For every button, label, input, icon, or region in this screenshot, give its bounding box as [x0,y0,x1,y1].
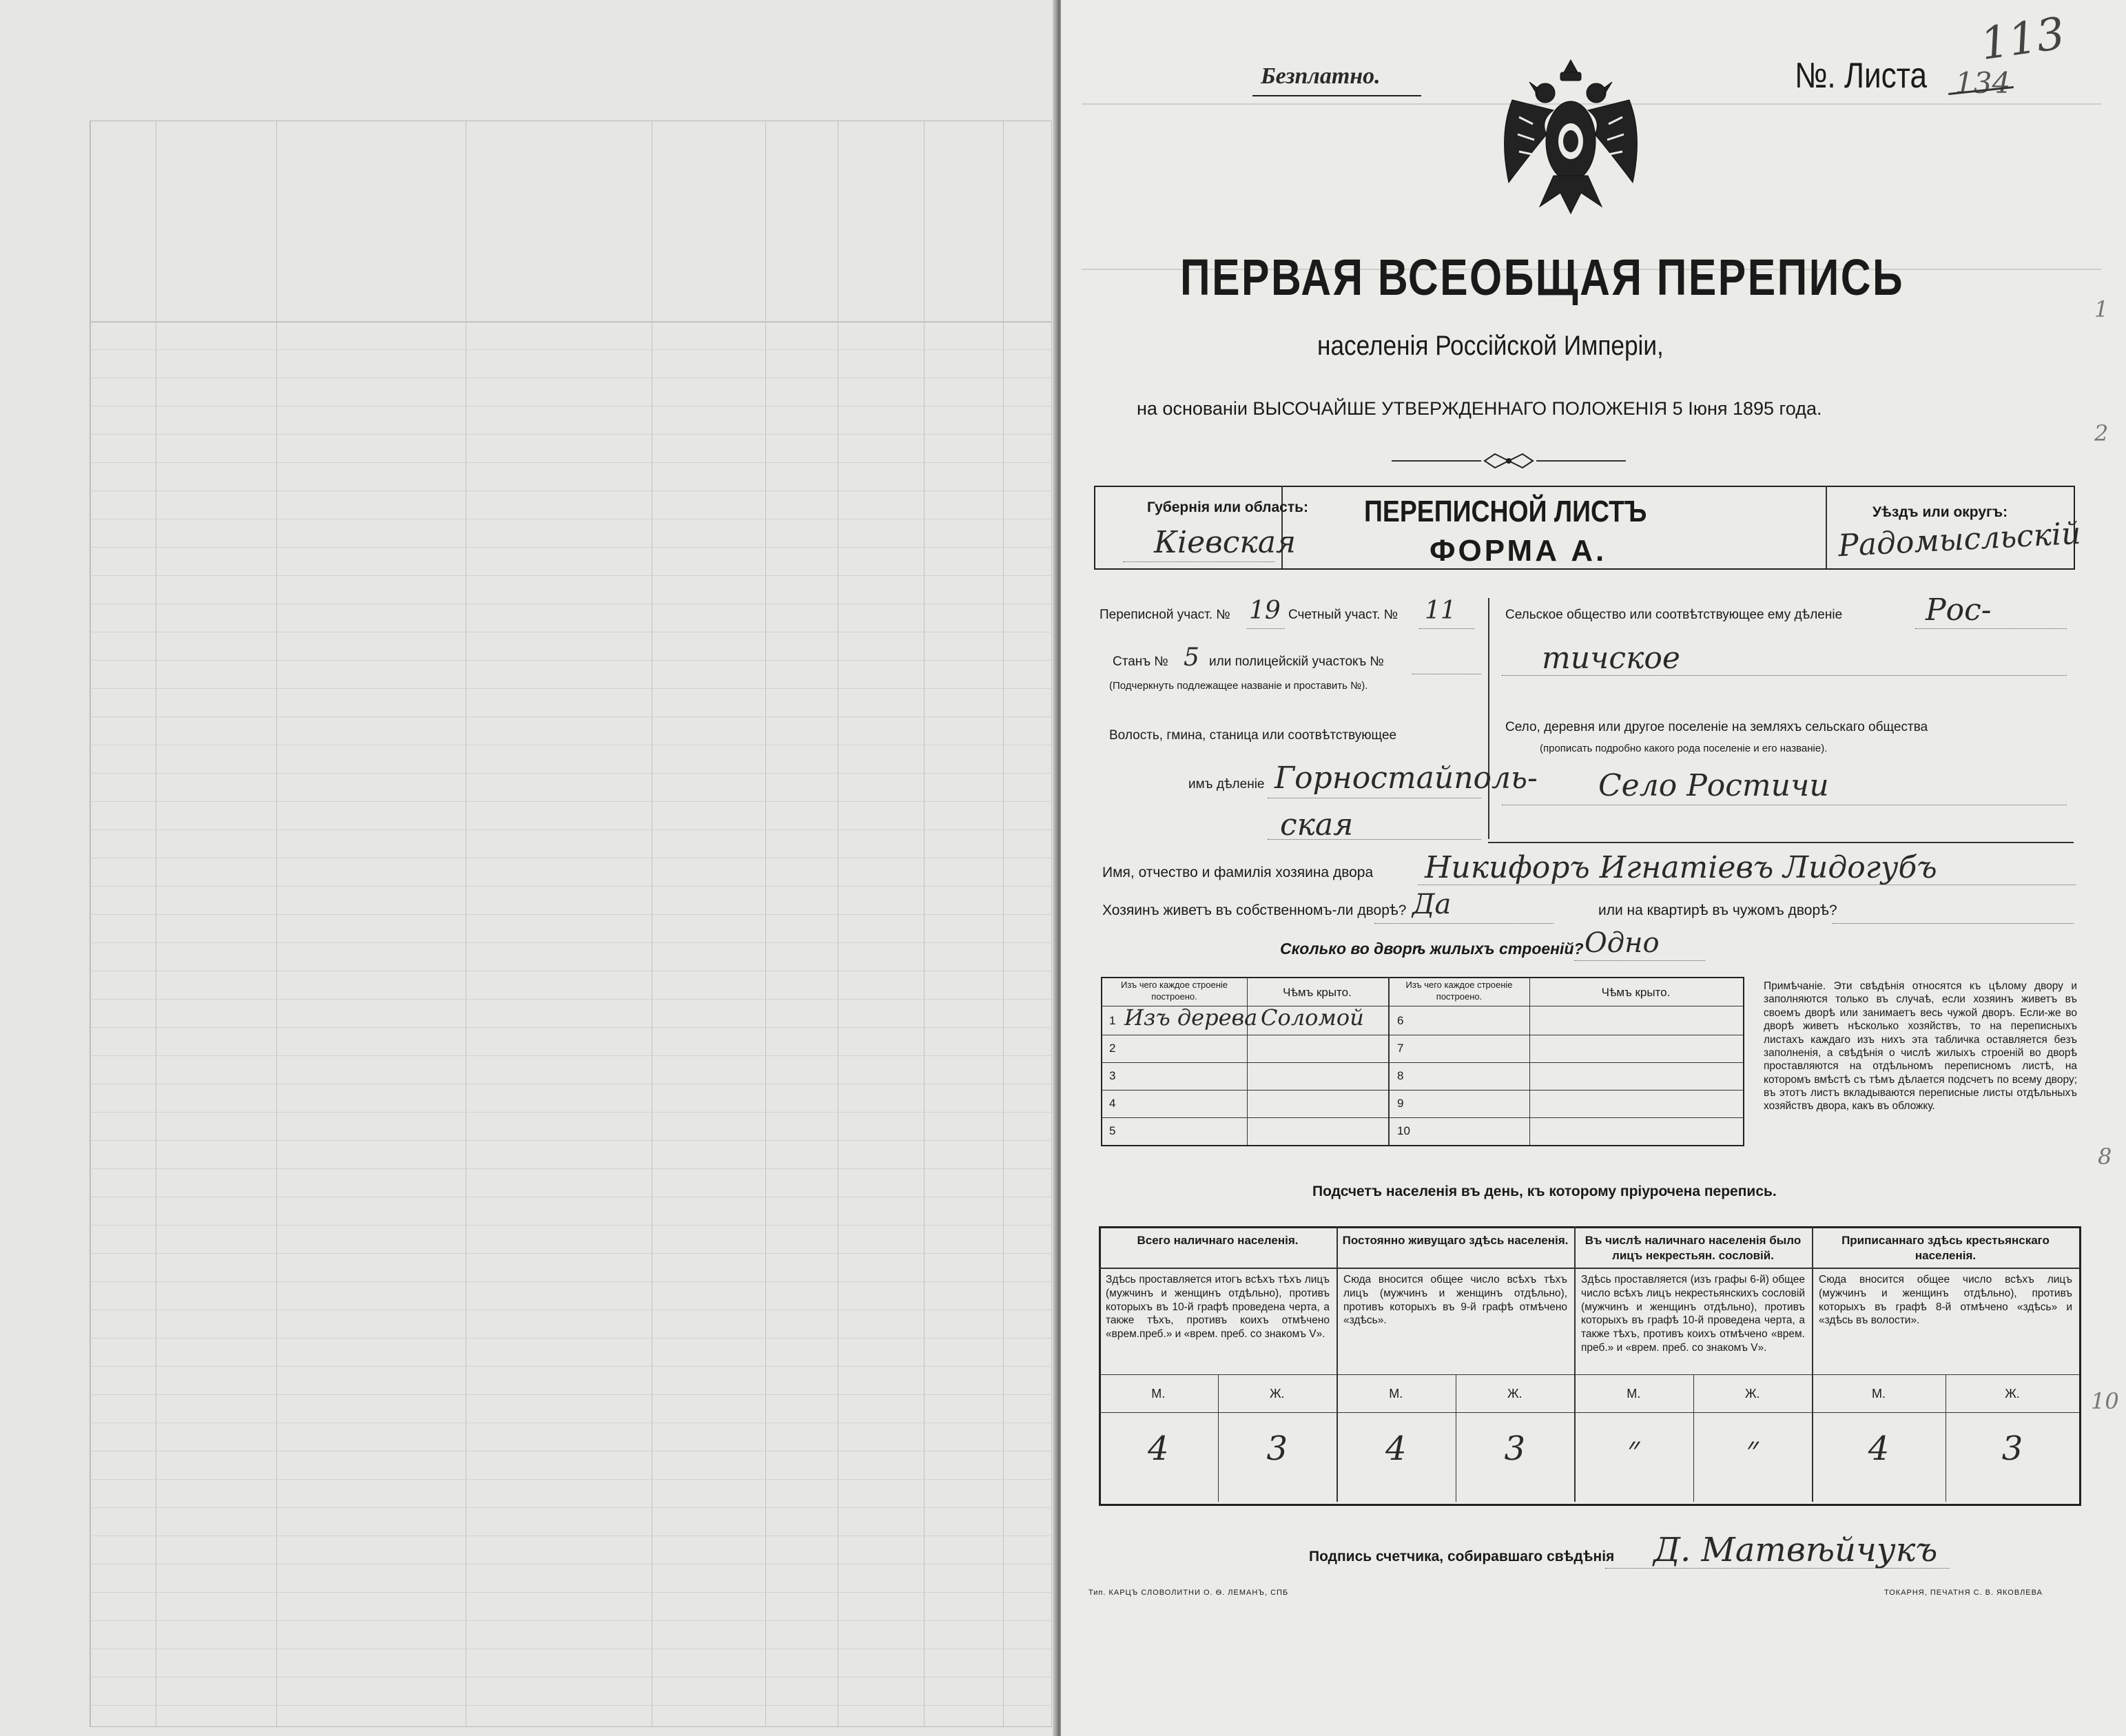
rented-label: или на квартирѣ въ чужомъ дворѣ? [1598,902,1837,918]
census-section-label: Переписной участ. № [1100,608,1230,622]
summary-female-label: Ж. [1269,1387,1285,1401]
summary-male-label: М. [1389,1387,1403,1401]
bt-row-number: 1 [1109,1014,1116,1027]
summary-desc-rule [1099,1374,2080,1375]
volost-value-2: ская [1280,807,1354,843]
summary-male-value: 4 [1147,1429,1169,1468]
own-yard-label: Хозяинъ живетъ въ собственномъ-ли дворѣ? [1102,902,1407,918]
sheet-number-pencil: 113 [1977,8,2068,71]
buildings-note: Примѣчаніе. Эти свѣдѣнія относятся къ цѣлому двору и заполняются только въ случаѣ, если хозяинъ живетъ въ своемъ дворѣ или занимаетъ весь чужой дворъ. Если-же во дворѣ живетъ нѣсколько хозяйствъ, то на переписныхъ листахъ каждаго изъ нихъ эта табличка оставляется безъ заполненія, а свѣдѣнія о числѣ жилыхъ строеній во дворѣ проставляются на отдѣльномъ переписномъ листѣ, на которомъ вмѣстѣ съ тѣмъ дѣлается подсчетъ по всему двору; въ этотъ листъ вкладываются переписные листы отдѣльныхъ хозяйствъ двора, какъ въ обложку. [1764,980,2077,1113]
ledger-row-line [90,1479,1051,1480]
stan-label: Станъ № [1113,654,1168,669]
count-section-underline [1419,628,1474,629]
bt-row-rule [1101,1117,1743,1118]
summary-col-head: Постоянно живущаго здѣсь населенія. [1342,1234,1569,1247]
society-value-2: тичское [1542,641,1680,676]
ledger-row-line [90,1140,1051,1141]
summary-male-label: М. [1151,1387,1166,1401]
stan-value: 5 [1184,643,1199,672]
free-label-underline [1252,95,1421,96]
summary-title: Подсчетъ населенія въ день, къ которому пріурочена перепись. [1312,1184,1777,1199]
bt-col-material: Изъ чего каждое строеніе построено. [1120,980,1228,1002]
buildings-count-underline [1574,960,1705,961]
ledger-row-line [90,829,1051,830]
bt-col-roof-2: Чѣмъ крыто. [1601,986,1671,999]
left-page [0,0,1054,1736]
society-underline-2 [1502,675,2067,676]
owner-name-value: Никифоръ Игнатіевъ Лидогубъ [1425,850,1937,885]
summary-female-label: Ж. [2005,1387,2020,1401]
ornament-divider-icon [1392,451,1626,471]
owner-name-label: Имя, отчество и фамилія хозяина двора [1102,865,1374,880]
ledger-row-line [90,1338,1051,1339]
location-divider [1488,598,1489,839]
province-underline [1123,561,1274,562]
bt-row-number: 5 [1109,1124,1116,1137]
summary-male-value: 4 [1868,1429,1890,1468]
ledger-row-line [90,801,1051,802]
village-label: Село, деревня или другое поселеніе на земляхъ сельскаго общества [1505,720,1928,734]
bt-divider-2 [1529,977,1530,1145]
bt-col-material-2: Изъ чего каждое строеніе построено. [1405,980,1513,1002]
summary-female-value: 3 [1266,1429,1288,1468]
ledger-row-line [90,603,1051,604]
sheet-number-crossed: 134 [1955,66,2011,100]
summary-male-value: 4 [1385,1429,1407,1468]
summary-col-head: Въ числѣ наличнаго населенія было лицъ некрестьян. сословій. [1585,1234,1802,1262]
summary-col-head: Всего наличнаго населенія. [1137,1234,1299,1247]
rented-underline [1833,923,2074,924]
ledger-row-line [90,773,1051,774]
ledger-row-line [90,1253,1051,1254]
summary-male-value: ״ [1627,1429,1640,1468]
census-title: ПЕРВАЯ ВСЕОБЩАЯ ПЕРЕПИСЬ [1180,249,1905,306]
summary-female-value: ״ [1746,1429,1759,1468]
summary-female-label: Ж. [1744,1387,1760,1401]
ledger-grid [90,121,1052,1727]
ledger-row-line [90,462,1051,463]
ledger-row-line [90,1394,1051,1395]
ledger-row-line [90,490,1051,491]
free-label: Безплатно. [1261,63,1381,89]
margin-number-2: 2 [2094,420,2109,446]
summary-col-desc: Здѣсь проставляется (изъ графы 6-й) общее число всѣхъ лицъ некрестьянскихъ сословій (мужчинъ и женщинъ отдѣльно), противъ которыхъ въ графѣ 10-й проведена черта, а также тѣхъ, противъ коихъ отмѣчено «врем. преб.» и «врем. преб. со знакомъ V». [1581,1274,1805,1354]
ledger-row-line [90,434,1051,435]
ledger-row-line [90,716,1051,717]
ledger-row-line [90,575,1051,576]
bt-row-rule [1101,1090,1743,1091]
bt-col-roof: Чѣмъ крыто. [1283,986,1352,999]
ledger-row-line [90,1281,1051,1282]
ledger-row-line [90,1055,1051,1056]
margin-number-1: 1 [2094,296,2109,322]
summary-female-value: 3 [1504,1429,1526,1468]
ledger-row-line [90,688,1051,689]
village-note: (прописать подробно какого рода поселеніе и его названіе). [1540,743,1828,754]
ledger-row-line [90,1592,1051,1593]
summary-col-desc: Здѣсь проставляется итогъ всѣхъ тѣхъ лицъ (мужчинъ и женщинъ отдѣльно), противъ которыхъ въ 10-й графѣ проведена черта, а также тѣхъ, противъ коихъ отмѣчено «врем.преб.» и «врем. преб. со знакомъ V». [1106,1274,1330,1341]
bt-row-number: 4 [1109,1097,1116,1110]
census-section-underline [1247,628,1285,629]
ledger-row-line [90,1366,1051,1367]
police-note: (Подчеркнуть подлежащее названіе и проставить №). [1109,680,1368,692]
margin-number-4: 10 [2091,1388,2119,1414]
summary-female-label: Ж. [1507,1387,1523,1401]
police-label: или полицейскій участокъ № [1209,654,1384,669]
ledger-row-line [90,547,1051,548]
ledger-column-line [1051,121,1052,1726]
census-section-value: 19 [1249,597,1281,625]
signature-label: Подпись счетчика, собиравшаго свѣдѣнія [1309,1549,1615,1564]
ledger-row-line [90,1225,1051,1226]
ledger-column-line [924,121,925,1726]
volost-underline-2 [1268,839,1481,840]
census-subtitle: населенія Россійской Имперіи, [1317,331,1664,361]
count-section-value: 11 [1425,597,1456,625]
ledger-column-line [90,121,91,1726]
summary-col-desc: Сюда вносится общее число всѣхъ тѣхъ лицъ (мужчинъ и женщинъ отдѣльно), противъ которыхъ въ 9-й графѣ отмѣчено «здѣсь». [1343,1274,1567,1327]
province-label: Губернія или область: [1147,499,1309,515]
bt-row-number: 3 [1109,1069,1116,1082]
bt-row-rule [1101,1062,1743,1063]
province-value: Кіевская [1154,525,1297,560]
margin-number-3: 8 [2098,1144,2112,1170]
ledger-row-line [90,349,1051,350]
summary-male-label: М. [1872,1387,1886,1401]
society-value-1: Рос- [1926,592,1992,628]
ledger-row-line [90,1112,1051,1113]
ledger-row-line [90,660,1051,661]
footer-left: Тип. КАРЦЪ СЛОВОЛИТНИ О. Ѳ. ЛЕМАНЪ, СПБ [1088,1589,1289,1597]
signature-value: Д. Матвѣйчукъ [1653,1531,1938,1569]
ledger-row-line [90,886,1051,887]
society-label: Сельское общество или соотвѣтствующее ему дѣленіе [1505,608,1843,622]
sheet-number-label: №. Листа [1795,56,1928,96]
bt-row-roof: Соломой [1261,1004,1364,1031]
bt-row-material: Изъ дерева [1124,1004,1258,1031]
ledger-column-line [276,121,277,1726]
buildings-count-label: Сколько во дворѣ жилыхъ строеній? [1280,940,1584,958]
ledger-column-line [765,121,766,1726]
volost-value-1: Горностайполь- [1274,761,1538,796]
bt-divider-1 [1247,977,1248,1145]
ledger-row-line [90,942,1051,943]
census-form-page [1061,0,2126,1736]
ledger-row-line [90,999,1051,1000]
bt-divider-mid [1388,977,1390,1145]
ledger-column-line [1003,121,1004,1726]
district-value: Радомысльскій [1837,515,2082,564]
summary-male-label: М. [1627,1387,1641,1401]
count-section-label: Счетный участ. № [1288,608,1399,622]
census-basis: на основаніи ВЫСОЧАЙШЕ УТВЕРЖДЕННАГО ПОЛОЖЕНІЯ 5 Іюня 1895 года. [1137,398,1822,419]
ledger-row-line [90,1705,1051,1706]
form-subtitle: ФОРМА А. [1430,534,1607,568]
volost-label-2: имъ дѣленіе [1188,777,1265,792]
society-underline-1 [1915,628,2067,629]
location-bottom-rule [1488,842,2074,843]
bt-row-number-right: 10 [1397,1124,1410,1137]
summary-head-rule [1099,1268,2080,1269]
ledger-row-line [90,914,1051,915]
bt-row-number: 2 [1109,1042,1116,1055]
footer-right: ТОКАРНЯ, ПЕЧАТНЯ С. В. ЯКОВЛЕВА [1884,1589,2043,1597]
bt-row-number-right: 7 [1397,1042,1404,1055]
ledger-row-line [90,1507,1051,1508]
ledger-row-line [90,1027,1051,1028]
village-value: Село Ростичи [1598,768,1829,803]
buildings-count-value: Одно [1585,927,1660,959]
form-header-divider-2 [1826,486,1827,568]
bt-row-number-right: 9 [1397,1097,1404,1110]
summary-col-desc: Сюда вносится общее число всѣхъ лицъ (мужчинъ и женщинъ отдѣльно), противъ которыхъ въ графѣ 8-й отмѣчено «здѣсь» и «здѣсь въ волости». [1819,1274,2072,1327]
own-yard-underline [1374,923,1554,924]
ledger-row-line [90,321,1051,322]
signature-underline [1605,1568,1950,1569]
double-headed-eagle-icon [1492,52,1650,217]
ledger-row-line [90,1620,1051,1621]
bt-row-number-right: 8 [1397,1069,1404,1082]
summary-mf-rule [1099,1412,2080,1413]
own-yard-value: Да [1412,889,1452,920]
summary-female-value: 3 [2001,1429,2023,1468]
volost-label-1: Волость, гмина, станица или соотвѣтствующее [1109,728,1397,743]
bt-row-number-right: 6 [1397,1014,1404,1027]
district-label: Уѣздъ или округъ: [1872,504,2008,520]
form-title: ПЕРЕПИСНОЙ ЛИСТЪ [1364,495,1647,528]
ledger-row-line [90,1168,1051,1169]
summary-col-head: Приписаннаго здѣсь крестьянскаго населенія. [1841,1234,2050,1262]
ledger-header [90,121,1051,322]
